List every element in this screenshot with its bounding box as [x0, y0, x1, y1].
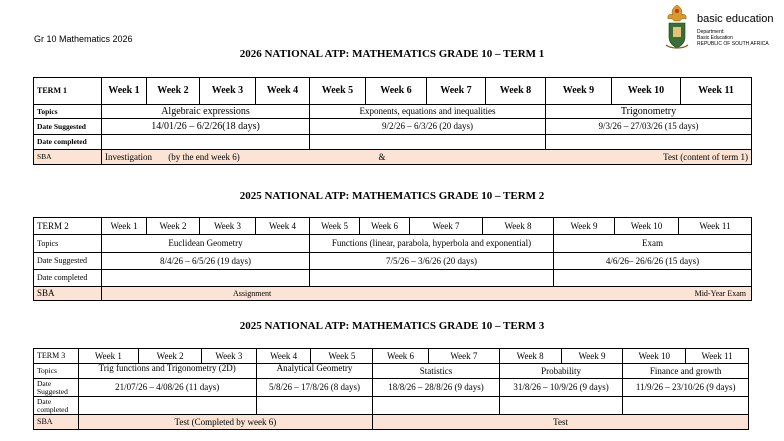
term2-week: Week 3 [200, 218, 256, 235]
term3-week: Week 8 [499, 349, 561, 364]
row-label-topics: Topics [34, 364, 79, 379]
row-label-completed: Date completed [34, 270, 102, 287]
term3-sba-test: Test [373, 415, 749, 430]
dbe-logo [662, 3, 780, 53]
term1-completed-cell [310, 135, 546, 150]
term1-sba-amp: & [378, 151, 386, 162]
term1-topic: Trigonometry [546, 105, 752, 119]
term3-week: Week 1 [78, 349, 139, 364]
term1-sba-test: Test (content of term 1) [663, 151, 748, 162]
term3-topics-row [34, 364, 749, 379]
term3-week-row [34, 349, 749, 364]
term1-sba-row [34, 150, 752, 165]
term3-completed-cell [78, 397, 256, 415]
term1-week: Week 2 [147, 78, 200, 105]
term2-title: 2025 NATIONAL ATP: MATHEMATICS GRADE 10 – TERM 2 [239, 190, 545, 202]
term2-date: 7/5/26 – 3/6/26 (20 days) [310, 253, 554, 270]
term2-week: Week 1 [102, 218, 147, 235]
row-label-sba: SBA [34, 415, 79, 430]
term3-completed-cell [623, 397, 749, 415]
term3-completed-cell [256, 397, 372, 415]
term2-completed-cell [554, 270, 752, 287]
term2-table [33, 217, 752, 301]
term3-week: Week 2 [139, 349, 202, 364]
term1-topic: Exponents, equations and inequalities [310, 105, 546, 119]
term1-week: Week 10 [612, 78, 681, 105]
term3-dates-row [34, 379, 749, 397]
term3-date: 5/8/26 – 17/8/26 (8 days) [256, 379, 372, 397]
term1-date: 9/2/26 – 6/3/26 (20 days) [310, 119, 546, 135]
term1-week: Week 7 [427, 78, 486, 105]
term1-date: 9/3/26 – 27/03/26 (15 days) [546, 119, 752, 135]
term2-week: Week 5 [310, 218, 360, 235]
term2-sba-exam: Mid-Year Exam [694, 288, 746, 298]
term2-label: TERM 2 [34, 218, 102, 235]
term2-week: Week 9 [554, 218, 615, 235]
term2-week: Week 6 [360, 218, 410, 235]
term2-week: Week 4 [256, 218, 310, 235]
row-label-completed: Date completed [34, 397, 79, 415]
term2-completed-cell [102, 270, 310, 287]
term3-topic: Probability [499, 364, 623, 379]
term3-week: Week 10 [623, 349, 686, 364]
term3-sba-test-week6: Test (Completed by week 6) [78, 415, 373, 430]
term3-week: Week 11 [686, 349, 749, 364]
term3-date: 11/9/26 – 23/10/26 (9 days) [623, 379, 749, 397]
term1-title: 2026 NATIONAL ATP: MATHEMATICS GRADE 10 – TERM 1 [239, 48, 545, 60]
term1-table [33, 77, 752, 165]
term2-topic: Euclidean Geometry [102, 235, 310, 253]
term1-week: Week 5 [310, 78, 366, 105]
term2-topic: Exam [554, 235, 752, 253]
term1-completed-cell [546, 135, 752, 150]
term3-topic: Finance and growth [623, 364, 749, 379]
term3-week: Week 5 [311, 349, 373, 364]
row-label-suggested: Date Suggested [34, 379, 79, 397]
row-label-suggested: Date Suggested [34, 119, 102, 135]
term2-sba-row [34, 287, 752, 301]
term3-topic: Trig functions and Trigonometry (2D) [78, 364, 256, 379]
term3-topic: Analytical Geometry [256, 364, 372, 379]
term1-label: TERM 1 [34, 78, 102, 105]
term1-week: Week 6 [366, 78, 427, 105]
term3-week: Week 3 [202, 349, 257, 364]
term2-sba-assignment: Assignment [233, 288, 272, 298]
logo-line-republic: REPUBLIC OF SOUTH AFRICA [697, 41, 769, 47]
term2-week: Week 8 [483, 218, 554, 235]
row-label-suggested: Date Suggested [34, 253, 102, 270]
document-label: Gr 10 Mathematics 2026 [34, 34, 133, 44]
coat-of-arms-icon [662, 3, 692, 51]
term2-sba-cell [102, 287, 752, 301]
term2-topic: Functions (linear, parabola, hyperbola and exponential) [310, 235, 554, 253]
term3-completed-row [34, 397, 749, 415]
term1-week-row [34, 78, 752, 105]
term3-sba-row [34, 415, 749, 430]
term1-topics-row [34, 105, 752, 119]
term2-date: 8/4/26 – 6/5/26 (19 days) [102, 253, 310, 270]
term1-completed-cell [102, 135, 310, 150]
logo-line-basic-education: Basic Education [697, 35, 733, 41]
term1-completed-row [34, 135, 752, 150]
term2-dates-row [34, 253, 752, 270]
row-label-completed: Date completed [34, 135, 102, 150]
term2-completed-row [34, 270, 752, 287]
term1-week: Week 9 [546, 78, 612, 105]
term3-topic: Statistics [373, 364, 500, 379]
term3-title: 2025 NATIONAL ATP: MATHEMATICS GRADE 10 – TERM 3 [239, 320, 545, 332]
term2-topics-row [34, 235, 752, 253]
row-label-topics: Topics [34, 235, 102, 253]
term1-dates-row [34, 119, 752, 135]
term1-date: 14/01/26 – 6/2/26(18 days) [102, 119, 310, 135]
term3-week: Week 4 [256, 349, 311, 364]
logo-title: basic education [697, 13, 774, 25]
term1-week: Week 8 [486, 78, 546, 105]
term3-week: Week 6 [373, 349, 429, 364]
term3-completed-cell [373, 397, 500, 415]
term1-sba-deadline: (by the end week 6) [168, 151, 240, 162]
term2-week-row [34, 218, 752, 235]
term2-week: Week 7 [410, 218, 483, 235]
term1-topic: Algebraic expressions [102, 105, 310, 119]
term3-week: Week 7 [428, 349, 499, 364]
term2-week: Week 11 [679, 218, 752, 235]
term1-week: Week 3 [200, 78, 256, 105]
term2-date: 4/6/26– 26/6/26 (15 days) [554, 253, 752, 270]
term2-week: Week 2 [147, 218, 200, 235]
term3-date: 21/07/26 – 4/08/26 (11 days) [78, 379, 256, 397]
term1-week: Week 11 [681, 78, 752, 105]
term3-table [33, 348, 749, 430]
term1-week: Week 1 [102, 78, 147, 105]
row-label-sba: SBA [34, 150, 102, 165]
row-label-sba: SBA [34, 287, 102, 301]
term3-date: 18/8/26 – 28/8/26 (9 days) [373, 379, 500, 397]
term2-week: Week 10 [615, 218, 679, 235]
term3-completed-cell [499, 397, 623, 415]
term3-label: TERM 3 [34, 349, 79, 364]
term3-week: Week 9 [561, 349, 623, 364]
term2-completed-cell [310, 270, 554, 287]
term1-sba-investigation: Investigation [105, 151, 152, 162]
term1-week: Week 4 [256, 78, 310, 105]
logo-line-department: Department: [697, 29, 725, 35]
term1-sba-cell [102, 150, 752, 165]
row-label-topics: Topics [34, 105, 102, 119]
term3-date: 31/8/26 – 10/9/26 (9 days) [499, 379, 623, 397]
